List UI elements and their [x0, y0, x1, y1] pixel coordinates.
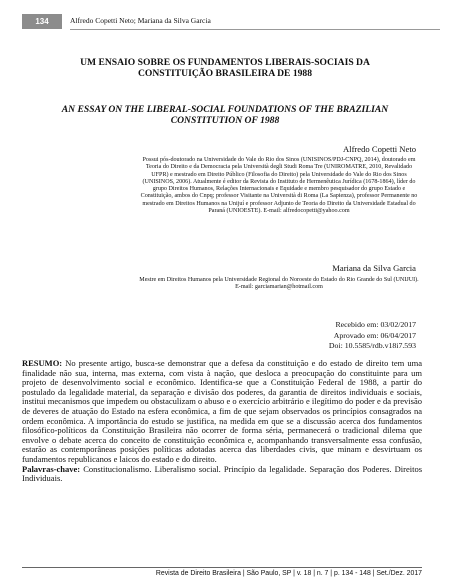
running-head: Alfredo Copetti Neto; Mariana da Silva Garcia — [70, 14, 440, 30]
article-dates — [329, 320, 416, 352]
author-bio-2: Mestre em Direitos Humanos pela Universidade Regional do Noroeste do Estado do Rio Grande do Sul (UNIJUI). E-mail: garciamarian@hotmail.com — [139, 277, 419, 291]
author-name-1: Alfredo Copetti Neto — [342, 144, 416, 154]
approved-date: Aprovado em: 06/04/2017 — [333, 330, 416, 340]
abstract-label: RESUMO: — [22, 358, 63, 368]
keywords-text: Constitucionalismo. Liberalismo social. Princípio da legalidade. Separação dos Poderes. Direitos Individuais. — [22, 463, 423, 484]
abstract-text: No presente artigo, busca-se demonstrar que a defesa da constituição e do estado de direito tem uma finalidade não sua, interna, mas externa, com vista à nação, que desloca a preocupação do constituinte para um projeto de desenvolvimento social e econômico. Identifica-se que a Constituição Federal de 1988, a partir do postulado da legalidade material, da separação e divisão dos poderes, da garantia de direitos individuais e sociais, institui mecanismos que impedem ou obstaculizam o abuso e o exercício arbitrário e ilegítimo do poder e da previsão de deveres de atuação do Estado na esfera econômica, a fim de que sejam observados os princípios consagrados na ordem econômica. A importância do estudo se justifica, na medida em que se a discussão acerca dos fundamentos filosófico-políticos da Constituição Brasileira não ocorrer de forma séria, permanecerá o tradicional dilema que envolve o debate acerca do conceito de constituição econômica e, acompanhando transversalmente essa confusão, estarão as contemporâneas posições políticas adotadas acerca das liberdades civis, que minam e desvirtuam os fundamentos republicanos e laicos do estado e do direito. — [22, 358, 422, 464]
abstract-body — [22, 359, 422, 465]
page-number: 134 — [22, 14, 62, 29]
author-bio-1: Possui pós-doutorado na Universidade do Vale do Rio dos Sinos (UNISINOS/PDJ-CNPQ, 2014), doutorado em Teoria do Direito e da Democracia pela Università degli Studi Roma Tre (UNIROMATRE, 2010, Revalidado UFPR) e mestrado em Direito Público (Filosofia do Direito) pela Universidade do Vale do Rio dos Sinos (UNISINOS, 2006). Atualmente é editor da Revista do Instituto de Hermenêutica Jurídica (1678-1864), líder do grupo Direitos Humanos, Relações Internacionais e Equidade e membro pesquisador do grupo Estado e Constituição, ambos do Cnpq; professor Visitante na Università di Roma (La Sapienza), professor Permanente no mestrado em Direitos Humanos na Unijuí e professor Adjunto de Teoria do Direito da Universidade Estadual do Paraná (UNIOESTE). E-mail: alfredocopetti@yahoo.com — [140, 157, 418, 215]
page-footer: Revista de Direito Brasileira | São Paulo, SP | v. 18 | n. 7 | p. 134 - 148 | Set./Dez. 2017 — [22, 567, 422, 580]
keywords-label: Palavras-chave: — [22, 463, 81, 474]
author-name-2: Mariana da Silva Garcia — [332, 263, 416, 273]
article-title-en: AN ESSAY ON THE LIBERAL-SOCIAL FOUNDATIONS OF THE BRAZILIAN CONSTITUTION OF 1988 — [61, 104, 389, 126]
page-header — [0, 14, 450, 29]
article-title-pt: UM ENSAIO SOBRE OS FUNDAMENTOS LIBERAIS-SOCIAIS DA CONSTITUIÇÃO BRASILEIRA DE 1988 — [80, 57, 370, 79]
abstract — [22, 359, 422, 484]
received-date: Recebido em: 03/02/2017 — [335, 320, 416, 329]
doi: Doi: 10.5585/rdb.v18i7.593 — [328, 341, 416, 350]
keywords — [22, 465, 422, 484]
